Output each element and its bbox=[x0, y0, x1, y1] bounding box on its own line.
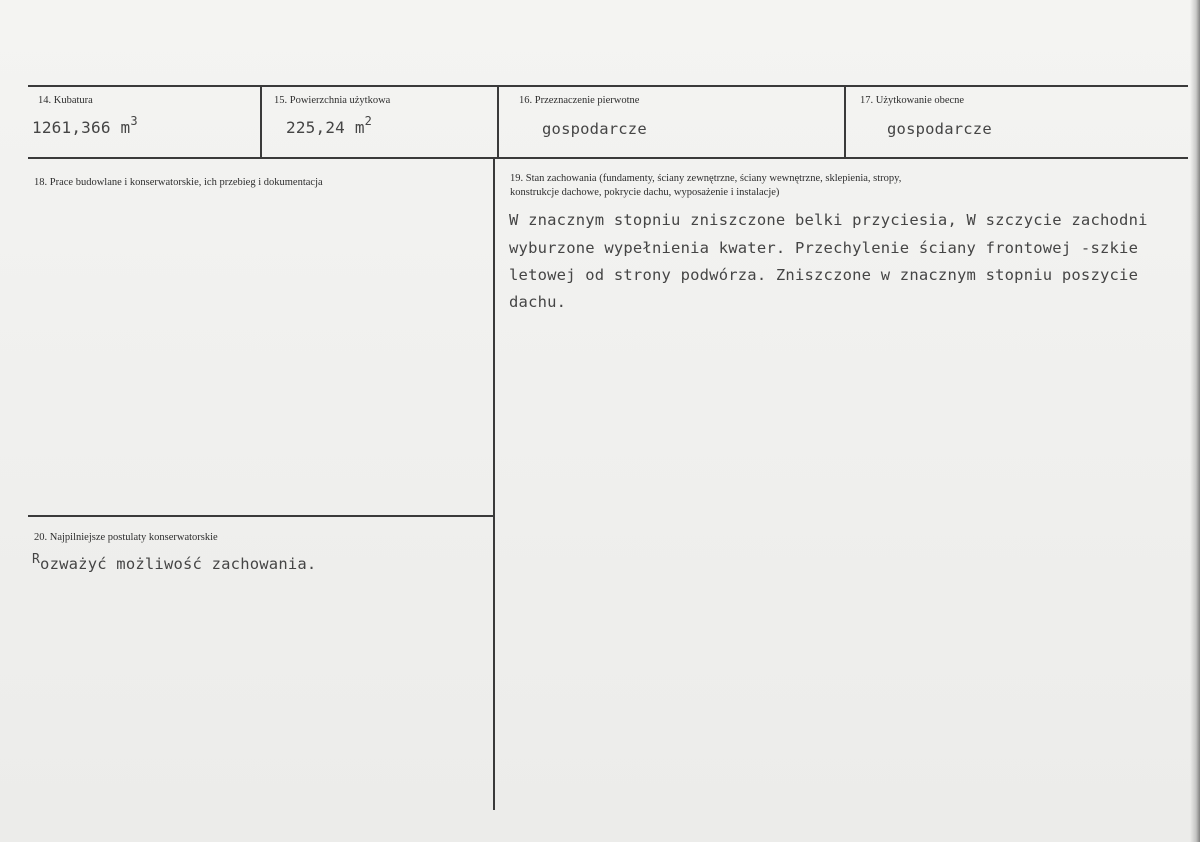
stan-text-line-1: W znacznym stopniu zniszczone belki przyciesia, W szczycie zachodni bbox=[509, 211, 1148, 229]
stan-text-line-3: letowej od strony podwórza. Zniszczone w znacznym stopniu poszycie bbox=[509, 266, 1139, 284]
postulaty-value bbox=[32, 552, 317, 573]
stan-text-line-4: dachu. bbox=[509, 293, 567, 311]
kubatura-value bbox=[32, 114, 138, 137]
row-middle-border bbox=[28, 157, 1188, 159]
uzytkowanie-value: gospodarcze bbox=[887, 120, 992, 138]
divider-14-15 bbox=[260, 86, 262, 158]
postulaty-label: 20. Najpilniejsze postulaty konserwatorskie bbox=[34, 532, 218, 543]
page-edge-shadow bbox=[1190, 0, 1200, 842]
przeznaczenie-value: gospodarcze bbox=[542, 120, 647, 138]
stan-text-line-2: wyburzone wypełnienia kwater. Przechylenie ściany frontowej -szkie bbox=[509, 239, 1139, 257]
powierzchnia-unit-exponent: 2 bbox=[364, 114, 373, 128]
divider-left-right-columns bbox=[493, 158, 495, 810]
powierzchnia-number: 225,24 m bbox=[286, 118, 365, 137]
powierzchnia-value bbox=[286, 114, 373, 137]
kubatura-number: 1261,366 m bbox=[32, 118, 131, 137]
uzytkowanie-label: 17. Użytkowanie obecne bbox=[860, 95, 965, 106]
row-top-border bbox=[28, 85, 1188, 87]
postulaty-text: ozważyć możliwość zachowania. bbox=[40, 555, 317, 573]
section-20-border bbox=[28, 515, 494, 517]
kubatura-unit-exponent: 3 bbox=[130, 114, 138, 128]
powierzchnia-label: 15. Powierzchnia użytkowa bbox=[274, 95, 391, 106]
divider-16-17 bbox=[844, 86, 846, 158]
stan-label-line2: konstrukcje dachowe, pokrycie dachu, wyposażenie i instalacje) bbox=[510, 187, 780, 198]
kubatura-label: 14. Kubatura bbox=[38, 95, 93, 106]
postulaty-initial: R bbox=[32, 552, 41, 567]
stan-label-line1: 19. Stan zachowania (fundamenty, ściany zewnętrzne, ściany wewnętrzne, sklepienia, stropy, bbox=[510, 173, 902, 184]
divider-15-16 bbox=[497, 86, 499, 158]
prace-label: 18. Prace budowlane i konserwatorskie, ich przebieg i dokumentacja bbox=[34, 177, 323, 188]
przeznaczenie-label: 16. Przeznaczenie pierwotne bbox=[519, 95, 640, 106]
